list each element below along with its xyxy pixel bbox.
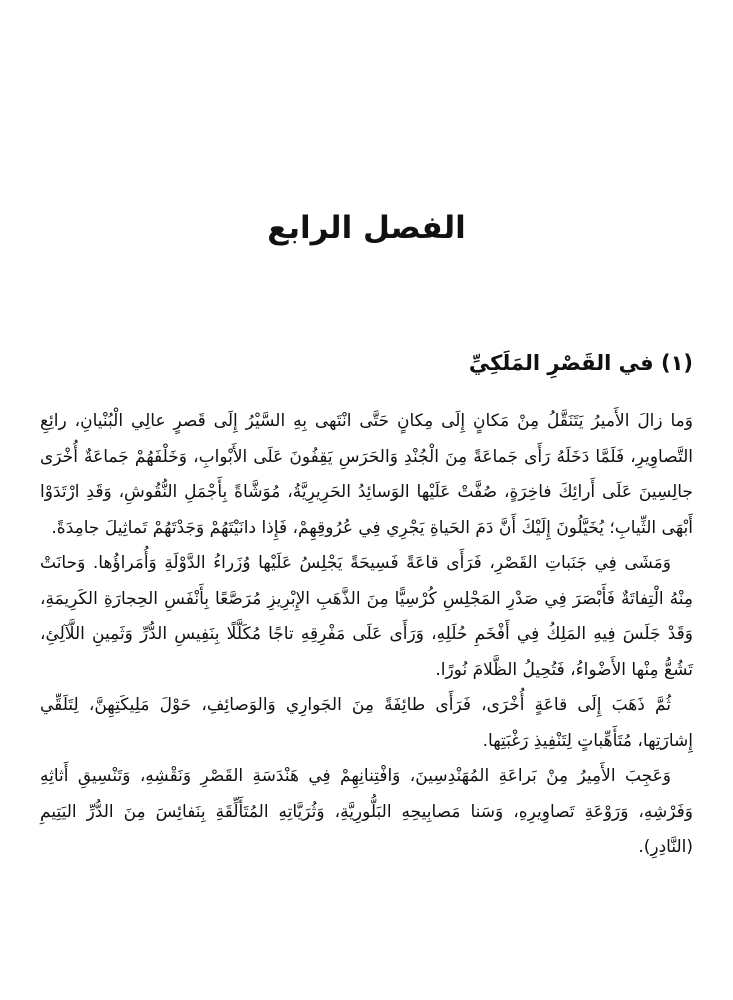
paragraph: وَمَشَى فِي جَنَباتِ القَصْرِ، فَرَأَى قاعَةً فَسِيحَةً يَجْلِسُ عَلَيْها وُزَراءُ الدَّوْلَةِ وَأُمَراؤُها. وَحانَتْ مِنْهُ الْتِفاتَةٌ فَأَبْصَرَ فِي صَدْرِ المَجْلِسِ كُرْسِيًّا مِنَ الذَّهَبِ الإِبْرِيزِ مُرَصَّعًا بِأَنْفَسِ الحِجارَةِ الكَرِيمَةِ، وَقَدْ جَلَسَ فِيهِ المَلِكُ فِي أَفْخَمِ حُلَلِهِ، وَرَأَى عَلَى مَفْرِقِهِ تاجًا مُكَلَّلًا بِنَفِيسِ الدُّرِّ وَثَمِينِ اللَّآلِئِ، تَشُعُّ مِنْها الأَضْواءُ، فَتُحِيلُ الظَّلامَ نُورًا. <box>40 553 693 680</box>
chapter-title: الفصل الرابع <box>267 210 466 246</box>
section-heading: (١) في القَصْرِ المَلَكِيِّ <box>468 351 693 375</box>
body-text <box>40 404 693 866</box>
paragraph: ثُمَّ ذَهَبَ إِلَى قاعَةٍ أُخْرَى، فَرَأَى طائِفَةً مِنَ الجَوارِي وَالوَصائِفِ، حَوْلَ مَلِيكَتِهِنَّ، لِتَلَقِّي إِشارَتِها، مُتَأَهِّباتٍ لِتَنْفِيذِ رَغْبَتِها. <box>40 695 693 751</box>
paragraph: وَما زالَ الأَميرُ يَتَنَقَّلُ مِنْ مَكانٍ إِلَى مِكانٍ حَتَّى انْتَهى بِهِ السَّيْرُ إِلَى قَصرٍ عالِي الْبُنْيانِ، رائِعِ التَّصاوِيرِ، فَلَمَّا دَخَلَهُ رَأَى جَماعَةً مِنَ الْجُنْدِ وَالحَرَسِ يَقِفُونَ عَلَى الأَبْوابِ، وَخَلْفَهُمْ جَماعَةٌ أُخْرَى جالِسِينَ عَلَى أَرائِكَ فاخِرَةٍ، صُفَّتْ عَلَيْها الوَسائِدُ الحَرِيرِيَّةُ، مُوَشَّاةً بِأَجْمَلِ النُّقُوشِ، وَقَدِ ارْتَدَوْا أَبْهَى الثِّيابِ؛ يُخَيَّلُونَ إِلَيْكَ أَنَّ دَمَ الحَياةِ يَجْرِي فِي عُرُوقِهِمْ، فَإِذا دانَيْتَهُمْ وَجَدْتَهُمْ تَماثِيلَ جامِدَةً. <box>40 411 693 538</box>
paragraph: وَعَجِبَ الأَمِيرُ مِنْ بَراعَةِ المُهَنْدِسِينَ، وَافْتِنانِهِمْ فِي هَنْدَسَةِ القَصْرِ وَنَقْشِهِ، وَتَنْسِيقِ أَثاثِهِ وَفَرْشِهِ، وَرَوْعَةِ تَصاوِيرِهِ، وَسَنا مَصابِيحِهِ البَلُّورِيَّةِ، وَثُرَيَّاتِهِ المُتَأَلِّقَةِ بِنَفائِسَ مِنَ الدُّرِّ اليَتِيمِ (النَّادِرِ). <box>40 766 693 857</box>
